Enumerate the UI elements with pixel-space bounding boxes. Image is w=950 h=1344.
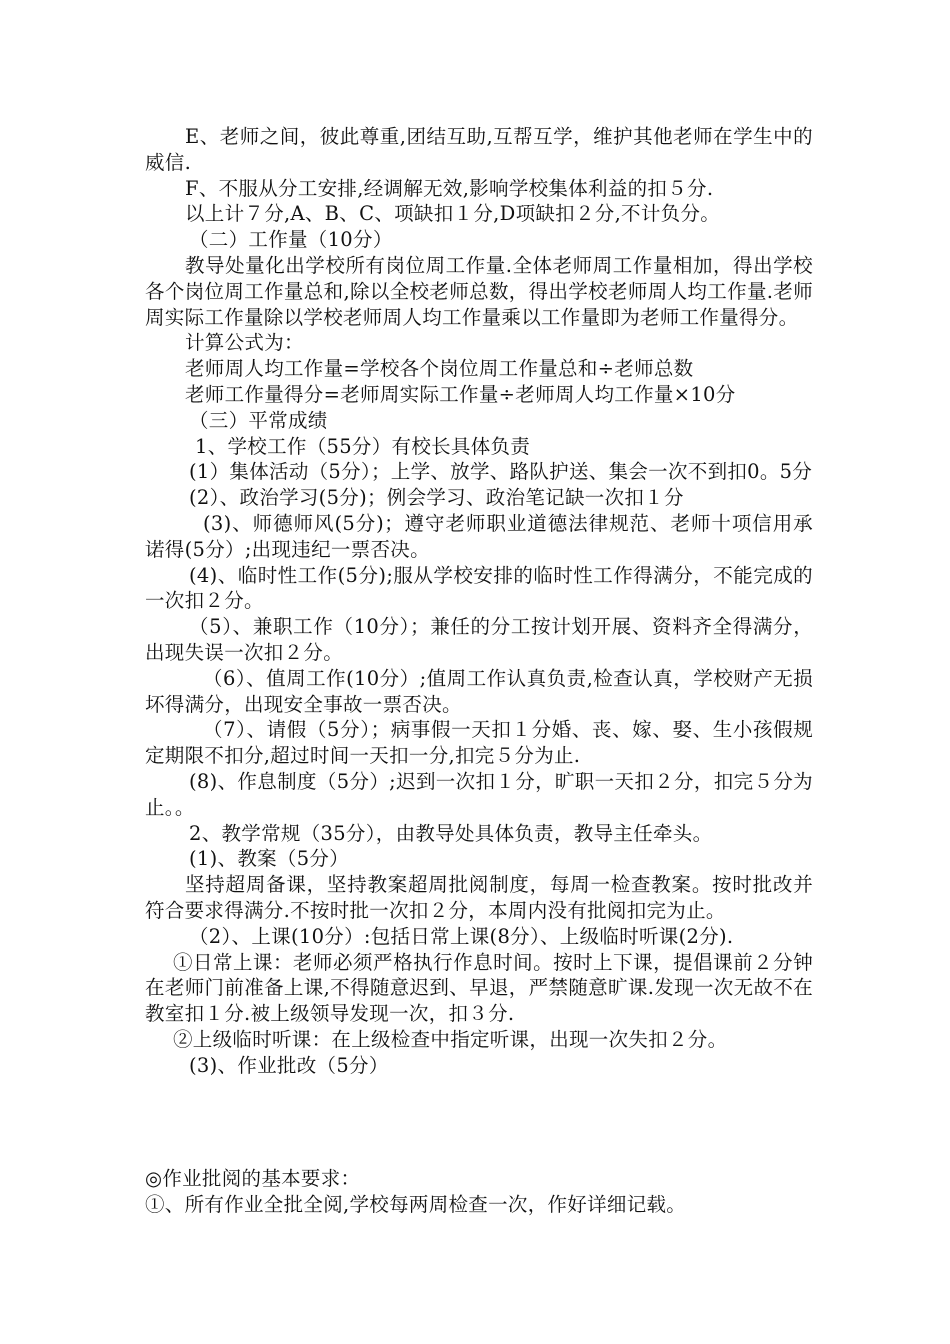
teaching-item-2: （2）、上课(10分）:包括日常上课(8分）、上级临时听课(2分). [189,924,734,948]
school-item-2: (2）、政治学习(5分)；例会学习、政治笔记缺一次扣１分 [189,486,684,510]
teaching-item-2-a: ①日常上课：老师必须严格执行作息时间。按时上下课，提倡课前２分钟在老师门前准备上课,不得随意迟到、早退，严禁随意旷课.发现一次无故不在教室扣１分.被上级领导发现一次，扣３分. [145,950,813,1026]
section-2-body: 教导处量化出学校所有岗位周工作量.全体老师周工作量相加，得出学校各个岗位周工作量总和,除以全校老师总数，得出学校老师周人均工作量.老师周实际工作量除以学校老师周人均工作量乘以工作量即为老师工作量得分。 [145,253,813,329]
paragraph-e: E、老师之间，彼此尊重,团结互助,互帮互学，维护其他老师在学生中的威信. [145,125,813,174]
teaching-item-1-body: 坚持超周备课，坚持教案超周批阅制度，每周一检查教案。按时批改并符合要求得满分.不按时批一次扣２分，本周内没有批阅扣完为止。 [145,873,813,922]
school-item-3: (3)、师德师风(5分)；遵守老师职业道德法律规范、老师十项信用承诺得(5分）;出现违纪一票否决。 [145,511,813,561]
formula-title: 计算公式为： [185,331,304,355]
requirements-block [145,1166,845,1218]
section-3-heading: （三）平常成绩 [189,408,328,432]
requirements-title: ◎作业批阅的基本要求： [145,1167,361,1190]
paragraph-f: F、不服从分工安排,经调解无效,影响学校集体利益的扣５分. [185,176,714,200]
teaching-item-1: (1)、教案（5分） [189,847,350,871]
section-2-heading: （二）工作量（10分） [189,228,393,252]
paragraph-total: 以上计７分,A、B、C、项缺扣１分,D项缺扣２分,不计负分。 [185,202,721,226]
teaching-item-2-b: ②上级临时听课：在上级检查中指定听课，出现一次失扣２分。 [173,1027,728,1051]
school-item-6: （6）、值周工作(10分）;值周工作认真负责,检查认真，学校财产无损坏得满分，出现安全事故一票否决。 [145,666,813,716]
requirement-1: ①、所有作业全批全阅,学校每两周检查一次，作好详细记载。 [145,1192,687,1216]
school-item-5: （5）、兼职工作（10分）；兼任的分工按计划开展、资料齐全得满分，出现失误一次扣２分。 [145,615,813,664]
teaching-item-3: (3)、作业批改（5分） [189,1053,389,1077]
school-item-1: (1）集体活动（5分）；上学、放学、路队护送、集会一次不到扣0。5分 [189,460,813,484]
school-item-8: (8)、作息制度（5分）;迟到一次扣１分，旷职一天扣２分，扣完５分为止。。 [145,769,813,819]
teaching-heading: 2、教学常规（35分），由教导处具体负责，教导主任牵头。 [189,821,713,845]
formula-1: 老师周人均工作量=学校各个岗位周工作量总和÷老师总数 [185,357,694,381]
school-work-heading: 1、学校工作（55分）有校长具体负责 [195,434,531,458]
formula-2: 老师工作量得分=老师周实际工作量÷老师周人均工作量×10分 [185,382,736,406]
school-item-4: (4)、临时性工作(5分);服从学校安排的临时性工作得满分，不能完成的一次扣２分。 [145,563,813,613]
school-item-7: （7）、请假（5分）；病事假一天扣１分婚、丧、嫁、娶、生小孩假规定期限不扣分,超过时间一天扣一分,扣完５分为止. [145,718,813,768]
document-body [145,124,813,1078]
